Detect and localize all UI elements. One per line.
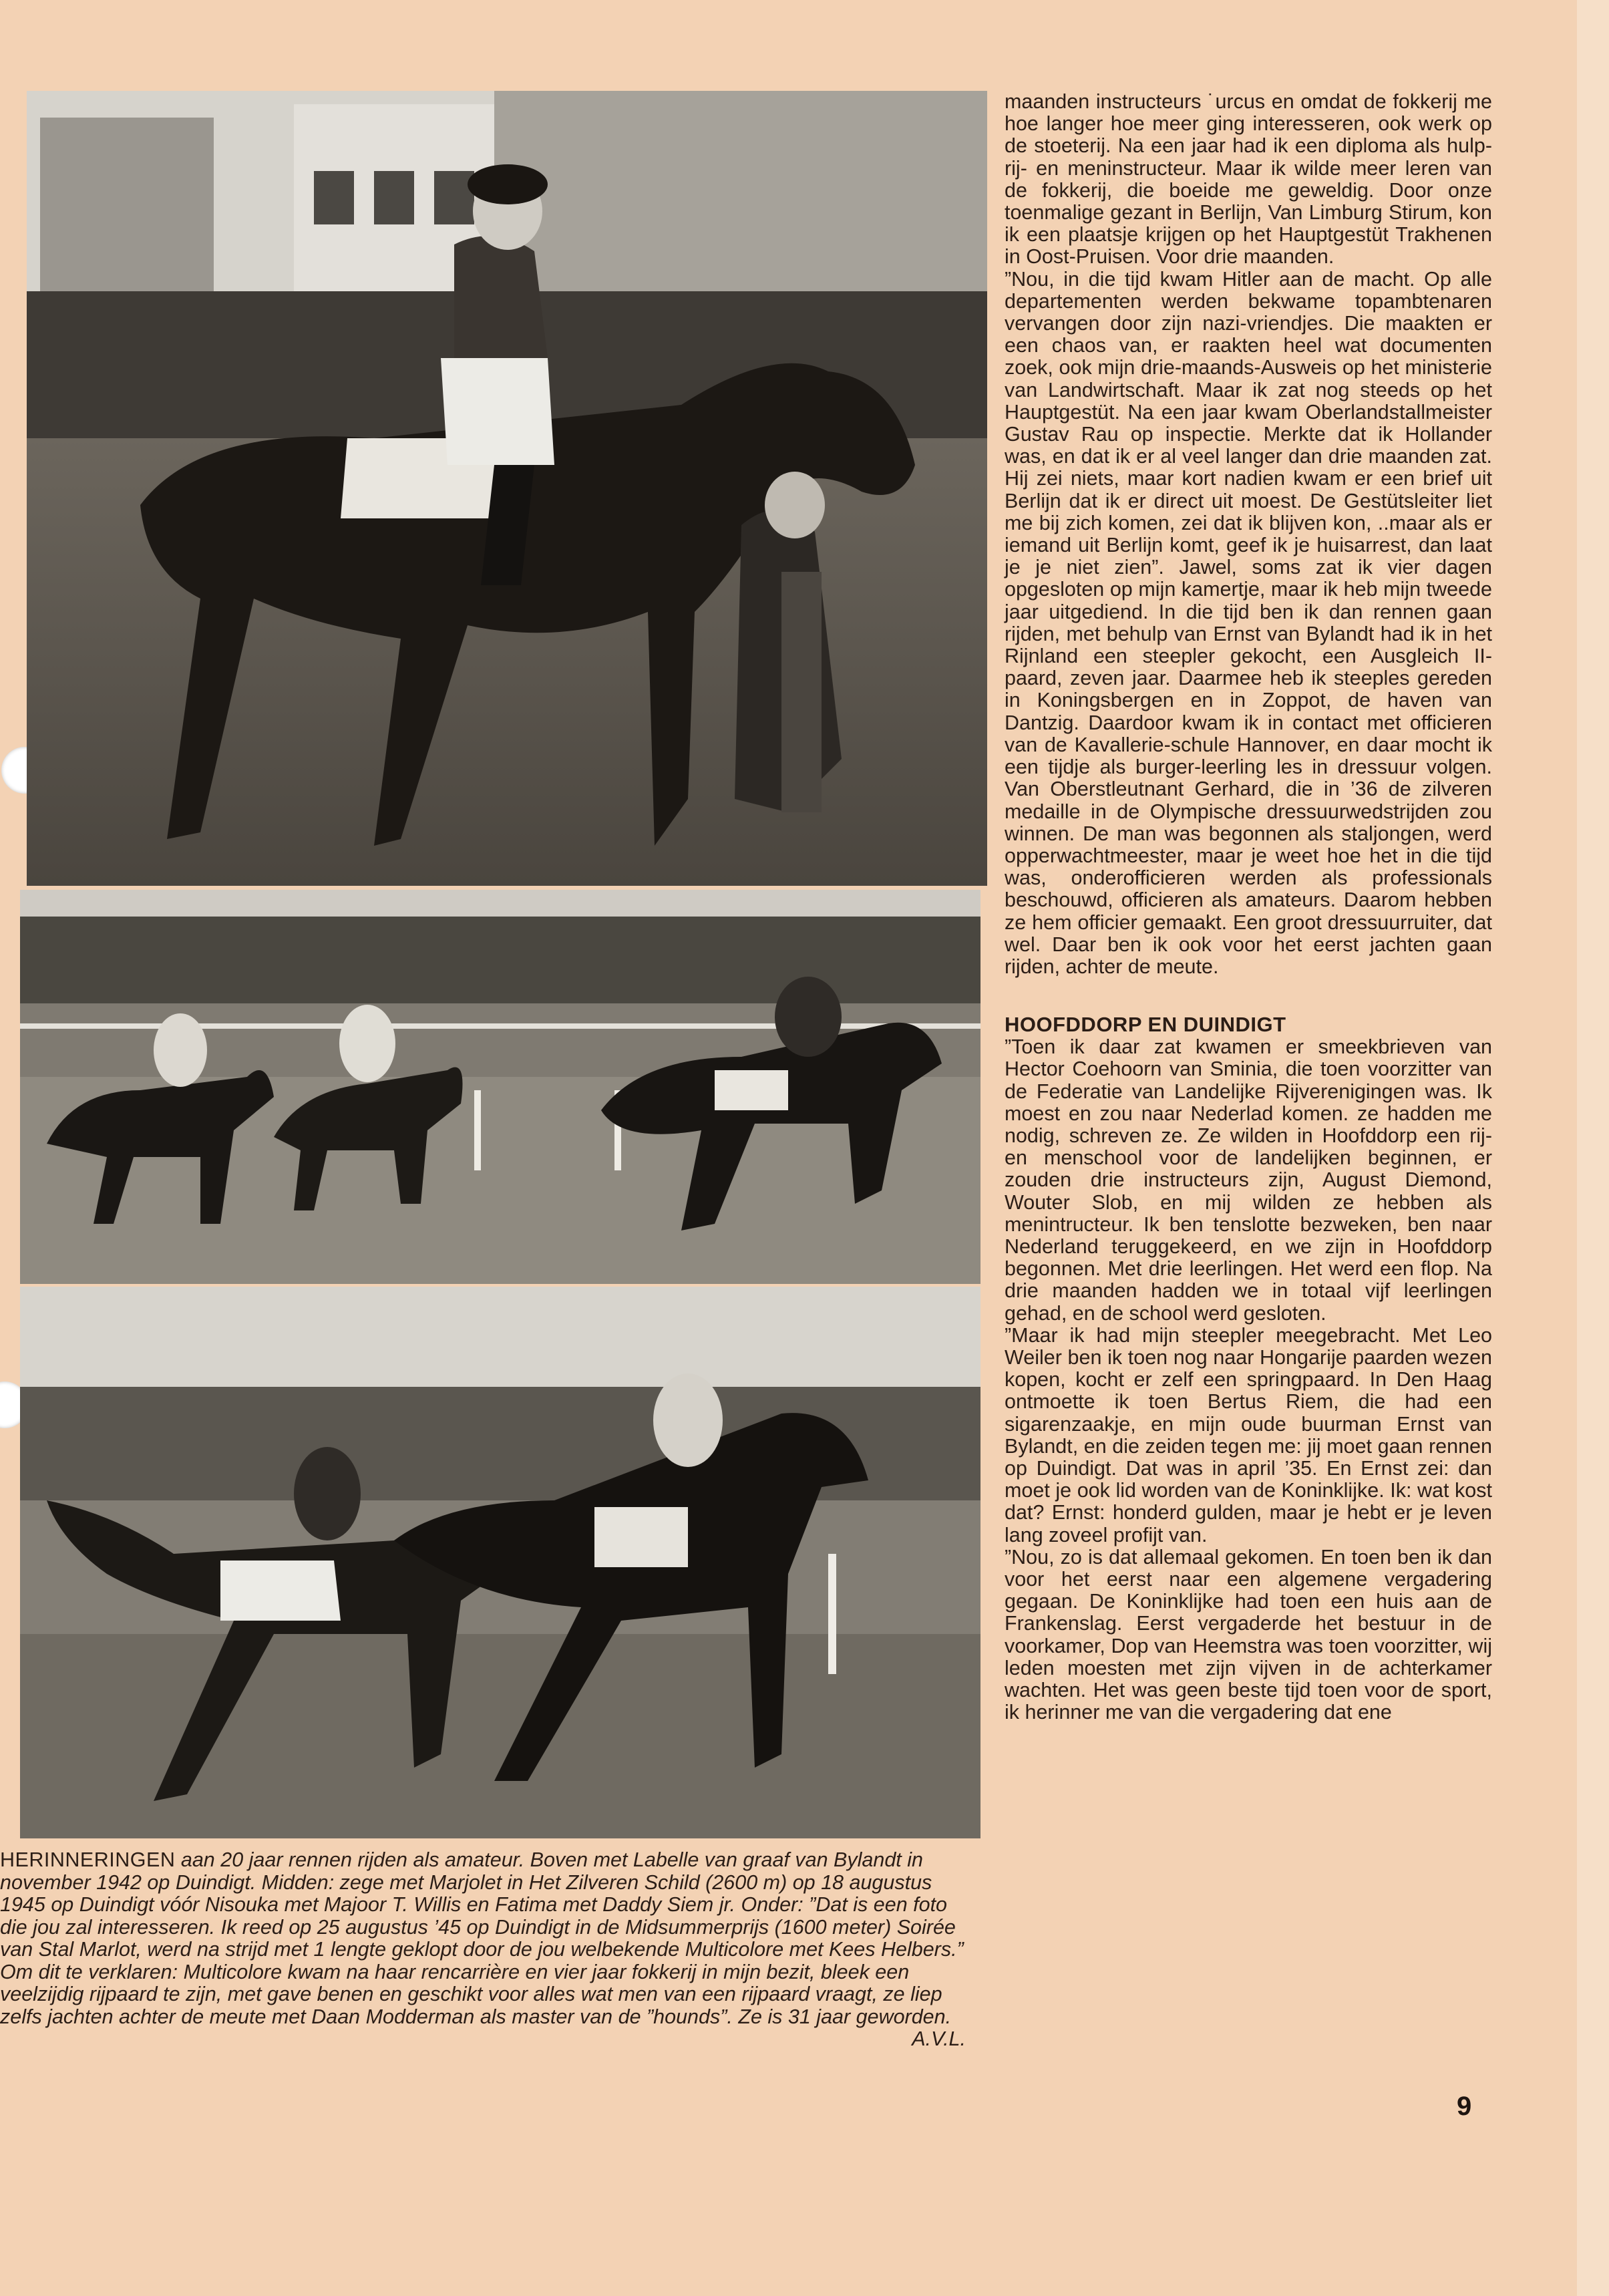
photo-bottom-race [20, 1287, 980, 1838]
page-number: 9 [1457, 2092, 1472, 2121]
photo-caption [0, 1849, 966, 2051]
photo-middle-race [20, 890, 980, 1284]
photo-bottom-image [20, 1287, 980, 1838]
article-paragraph: ”Maar ik had mijn steepler meegebracht. Met Leo Weiler ben ik toen nog naar Hongarije paarden wezen kopen, kocht er zelf een springpaard. In Den Haag ontmoette ik toen Bertus Riem, die had een sigarenzaakje, en mijn oude buurman Ernst van Bylandt, en die zeiden tegen me: jij moet gaan rennen op Duindigt. Dat was in april ’35. En Ernst zei: dan moet je ook lid worden van de Koninklijke. Ik: wat kost dat? Ernst: honderd gulden, maar je hebt er je leven lang zoveel profijt van. [1005, 1323, 1492, 1546]
caption-lead: HERINNERINGEN [0, 1848, 176, 1871]
section-heading: HOOFDDORP EN DUINDIGT [1005, 1013, 1286, 1037]
caption-text: aan 20 jaar rennen rijden als amateur. Boven met Labelle van graaf van Bylandt in november 1942 op Duindigt. Midden: zege met Marjolet in Het Zilveren Schild (2600 m) op 18 augustus 1945 op Duindigt vóór Nisouka met Majoor T. Willis en Fatima met Daddy Siem jr. Onder: ”Dat is een foto die jou zal interesseren. Ik reed op 25 augustus ’45 op Duindigt in de Midsummerprijs (1600 meter) Soirée van Stal Marlot, werd na strijd met 1 lengte geklopt door de jou welbekende Multicolore met Kees Helbers.” Om dit te verklaren: Multicolore kwam na haar rencarrière en vier jaar fokkerij in mijn bezit, bleek een veelzijdig rijpaard te zijn, met gave benen en geschikt voor alles wat men van een rijpaard vraagt, ze liep zelfs jachten achter de meute met Daan Modderman als master van de ”hounds”. Ze is 31 jaar geworden. [0, 1848, 964, 2028]
article-paragraph: ”Nou, zo is dat allemaal gekomen. En toen ben ik dan voor het eerst naar een algemene vergadering gegaan. De Koninklijke had toen een huis aan de Frankenslag. Eerst vergaderde het bestuur in de voorkamer, Dop van Heemstra was toen voorzitter, wij leden moesten met zijn vijven in de achterkamer wachten. Het was geen beste tijd toen voor de sport, ik herinner me van die vergadering dat ene [1005, 1545, 1492, 1724]
caption-credit: A.V.L. [912, 2027, 966, 2050]
article-paragraph: ”Nou, in die tijd kwam Hitler aan de macht. Op alle departementen werden bekwame topambtenaren vervangen door zijn nazi-vriendjes. Die maakten er een chaos van, er raakten heel wat documenten zoek, ook mijn drie-maands-Ausweis op het ministerie van Landwirtschaft. Maar ik zat nog steeds op het Hauptgestüt. Na een jaar kwam Oberlandstallmeister Gustav Rau op inspectie. Merkte dat ik Hollander was, en dat ik er al veel langer dan drie maanden zat. Hij zei niets, maar kort nadien kwam er een brief uit Berlijn dat ik er direct uit moest. De Gestütsleiter liet me bij zich komen, zei dat ik blijven kon, ..maar als er iemand uit Berlijn komt, geef ik je huisarrest, dan laat je je niet zien”. Jawel, soms zat ik vier dagen opgesloten op mijn kamertje, maar ik heb mijn tweede jaar uitgediend. In die tijd ben ik dan rennen gaan rijden, met behulp van Ernst van Bylandt had ik in het Rijnland een steepler gekocht, een Ausgleich II-paard, zeven jaar. Daarmee heb ik steeples gereden in Koningsbergen en in Zoppot, de haven van Dantzig. Daardoor kwam ik in contact met officieren van de Kavallerie-schule Hannover, en daar mocht ik een tijdje als burger-leerling les in dressuur volgen. Van Oberstleutnant Gerhard, die in ’36 de zilveren medaille in de Olympische dressuurwedstrijden zou winnen. De man was begonnen als staljongen, werd opperwachtmeester, maar je weet hoe het in die tijd was, onderofficieren werden als professionals beschouwd, officieren als amateurs. Daarom hebben ze hem officier gemaakt. Een groot dressuurruiter, dat wel. Daar ben ik ook voor het eerst jachten gaan rijden, achter de meute. [1005, 267, 1492, 978]
article-paragraph: maanden instructeurs ˙urcus en omdat de fokkerij me hoe langer hoe meer ging interesseren, ook werk op de stoeterij. Na een jaar had ik een diploma als hulp-rij- en meninstructeur. Maar ik wilde meer leren van de fokkerij, die boeide me geweldig. Door onze toenmalige gezant in Berlijn, Van Limburg Stirum, kon ik een plaatsje krijgen op het Hauptgestüt Trakhenen in Oost-Pruisen. Voor drie maanden. [1005, 90, 1492, 269]
article-paragraph: ”Toen ik daar zat kwamen er smeekbrieven van Hector Coehoorn van Sminia, die toen voorzitter van de Federatie van Landelijke Rijverenigingen was. Ik moest en zou naar Nederlad komen. ze hadden me nodig, schreven ze. Ze wilden in Hoofddorp een rij- en menschool voor de landelijken beginnen, er zouden drie instructeurs zijn, August Diemond, Wouter Slob, en mij wilden ze hebben als menintructeur. Ik ben tenslotte bezweken, ben naar Nederland teruggekeerd, en we zijn in Hoofddorp begonnen. Met drie leerlingen. Het werd een flop. Na drie maanden hadden we in totaal vijf leerlingen gehad, en de school werd gesloten. [1005, 1035, 1492, 1325]
photo-middle-image [20, 890, 980, 1284]
photo-top-labelle [27, 91, 987, 886]
article-column [1005, 91, 1492, 1724]
page-edge [1577, 0, 1609, 2296]
photo-top-image [27, 91, 987, 886]
